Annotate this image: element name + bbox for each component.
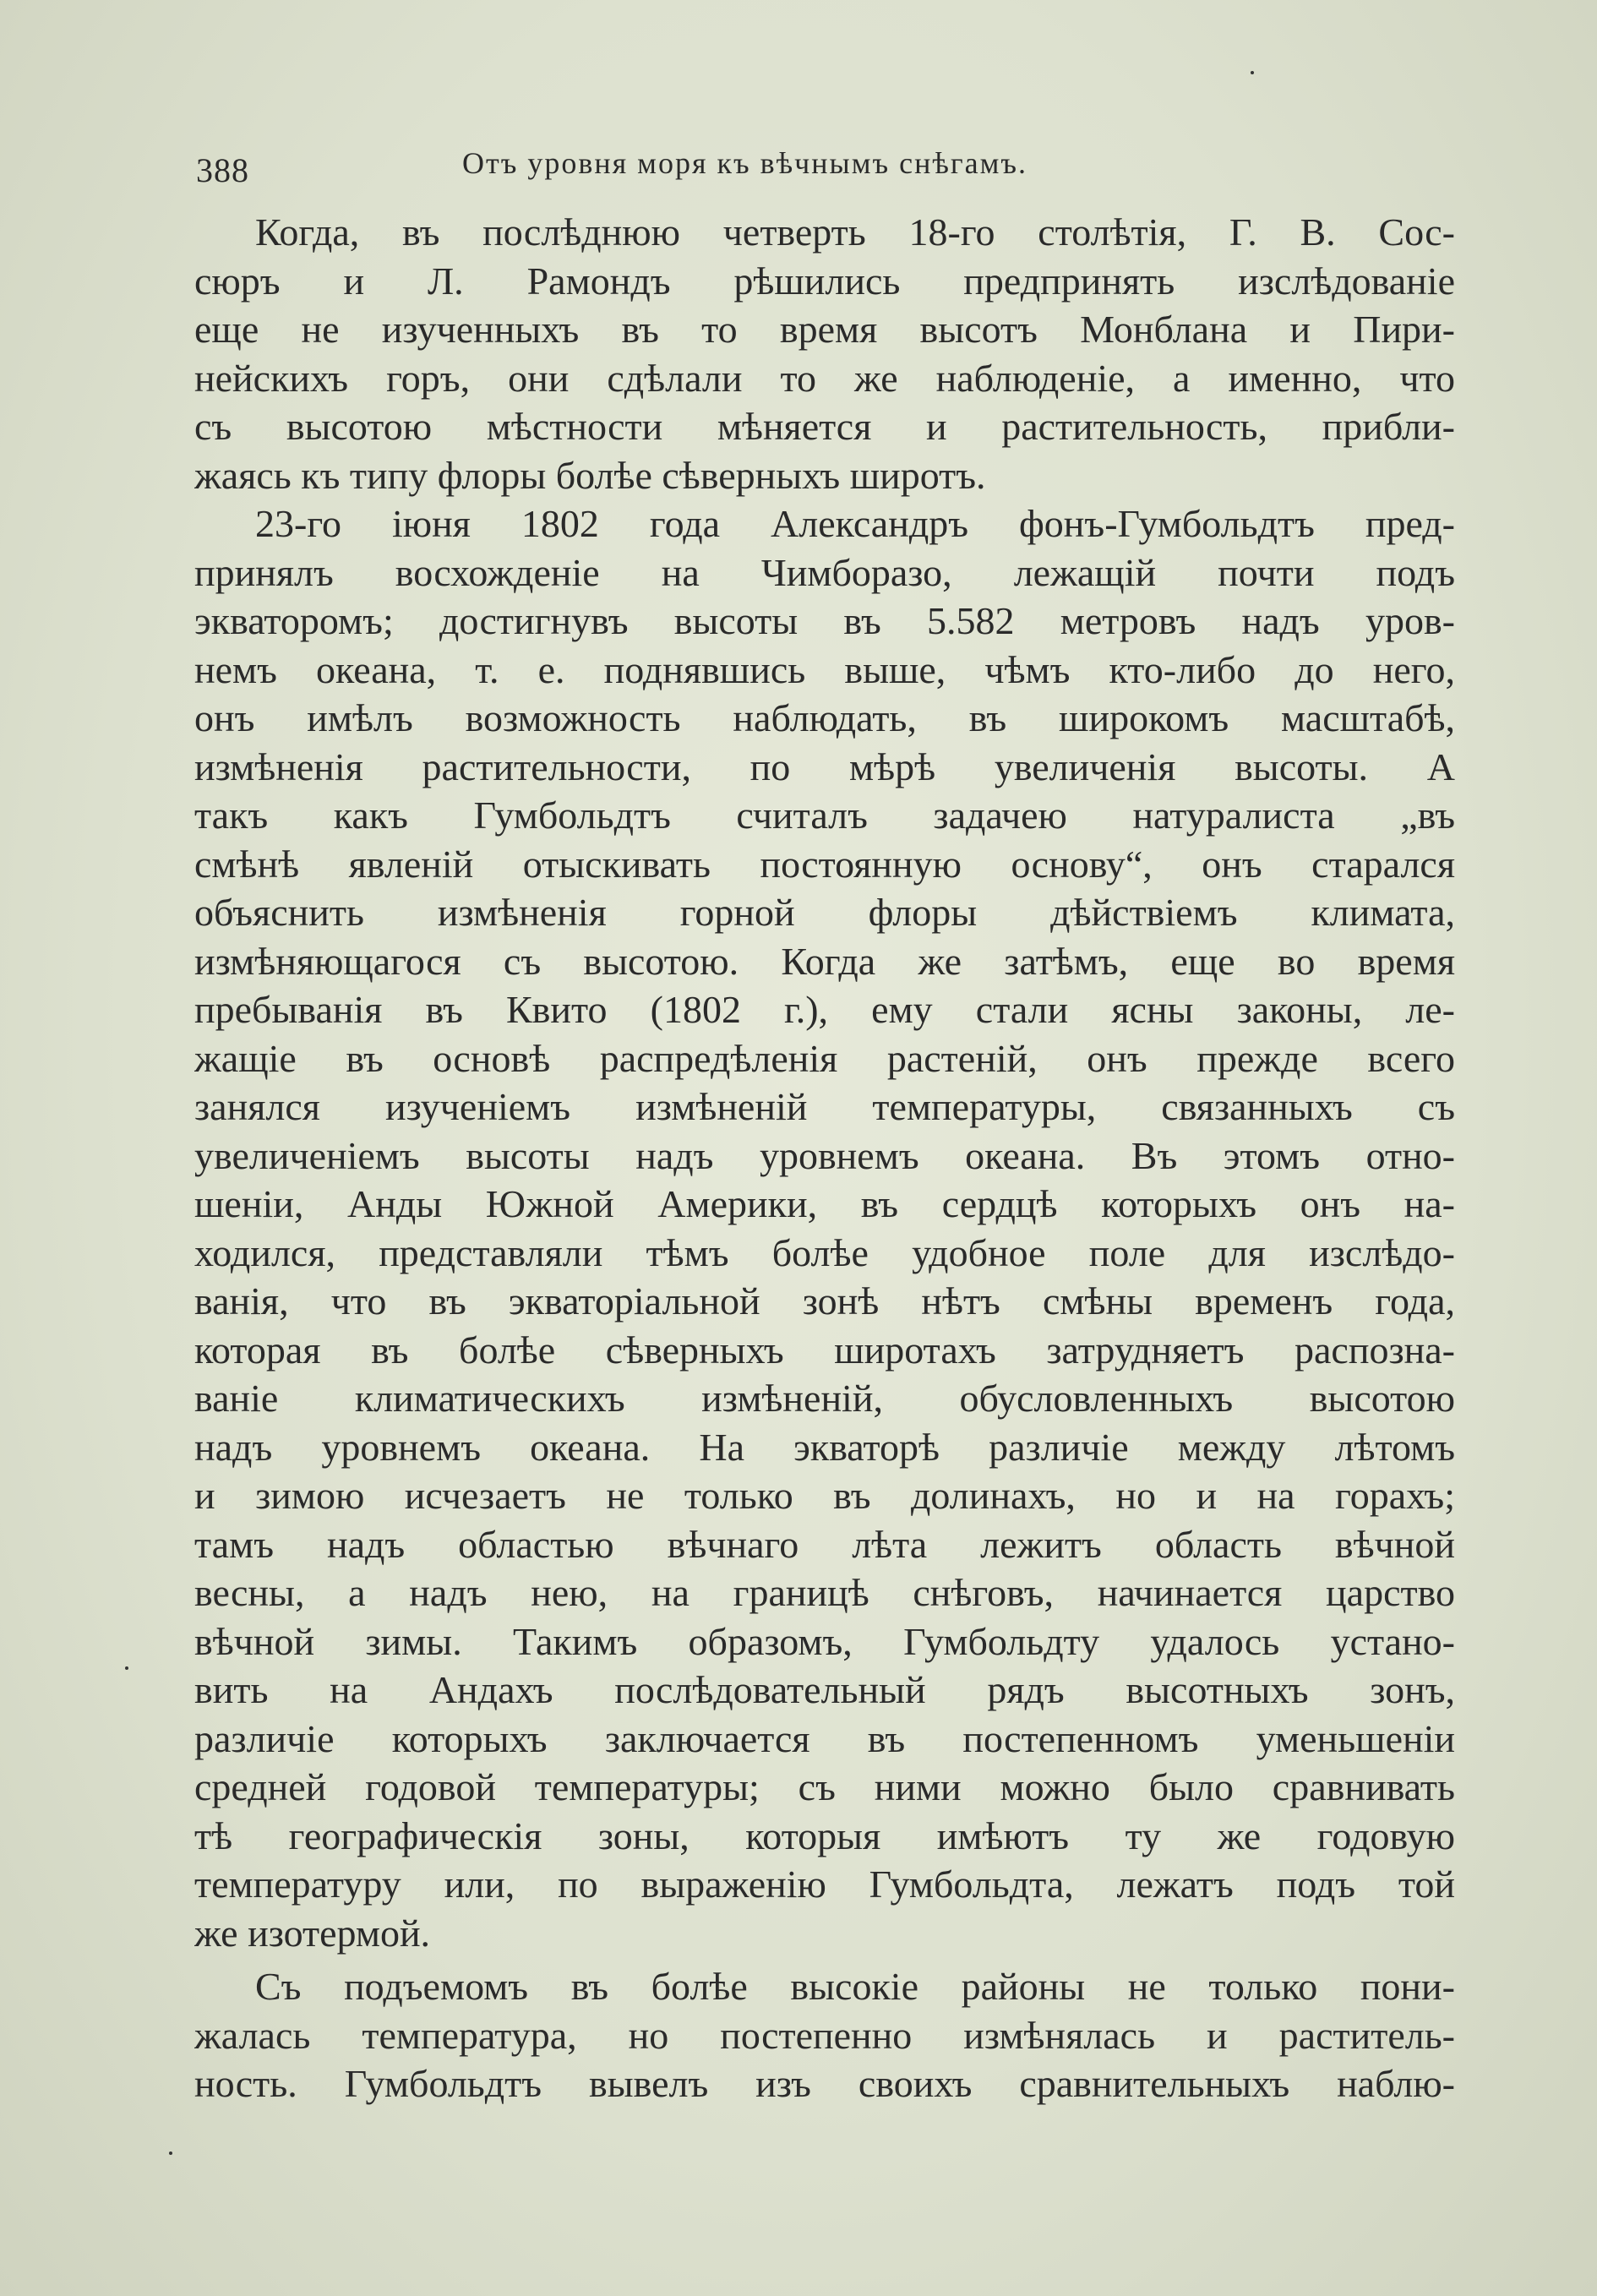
text-line: вить на Андахъ послѣдовательный рядъ высотныхъ зонъ, <box>194 1668 1455 1711</box>
paper-speck <box>169 2151 172 2155</box>
text-line: сюръ и Л. Рамондъ рѣшились предпринять изслѣдованіе <box>194 259 1455 303</box>
text-line: увеличеніемъ высоты надъ уровнемъ океана. Въ этомъ отно- <box>194 1133 1455 1177</box>
text-line: измѣненія растительности, по мѣрѣ увеличенія высоты. А <box>194 744 1455 788</box>
text-line: занялся изученіемъ измѣненій температуры, связанныхъ съ <box>194 1085 1455 1128</box>
text-line: измѣняющагося съ высотою. Когда же затѣмъ, еще во время <box>194 939 1455 983</box>
text-line: смѣнѣ явленій отыскивать постоянную основу“, онъ старался <box>194 842 1455 886</box>
text-line: весны, а надъ нею, на границѣ снѣговъ, начинается царство <box>194 1571 1455 1614</box>
paragraph-3 <box>194 1962 1455 2108</box>
text-line: съ высотою мѣстности мѣняется и растительность, прибли- <box>194 405 1455 448</box>
page-header <box>196 142 1463 193</box>
paragraph-2 <box>194 499 1455 1957</box>
text-line: экваторомъ; достигнувъ высоты въ 5.582 метровъ надъ уров- <box>194 599 1455 642</box>
text-line: ваніе климатическихъ измѣненій, обусловленныхъ высотою <box>194 1377 1455 1420</box>
text-line: же изотермой. <box>194 1911 431 1955</box>
text-line: немъ океана, т. е. поднявшись выше, чѣмъ кто-либо до него, <box>194 647 1455 691</box>
text-line: жащіе въ основѣ распредѣленія растеній, онъ прежде всего <box>194 1036 1455 1080</box>
text-line: шеніи, Анды Южной Америки, въ сердцѣ которыхъ онъ на- <box>194 1182 1455 1225</box>
text-line: такъ какъ Гумбольдтъ считалъ задачею натуралиста „въ <box>194 794 1455 837</box>
text-line: жалась температура, но постепенно измѣнялась и раститель- <box>194 2013 1455 2057</box>
text-line: 23-го іюня 1802 года Александръ фонъ-Гумбольдтъ пред- <box>255 502 1455 545</box>
running-title: Отъ уровня моря къ вѣчнымъ снѣгамъ. <box>462 146 1028 180</box>
page-number: 388 <box>196 151 249 189</box>
text-line: пребыванія въ Квито (1802 г.), ему стали ясны законы, ле- <box>194 988 1455 1031</box>
text-line: и зимою исчезаетъ не только въ долинахъ, но и на горахъ; <box>194 1474 1455 1517</box>
text-line: ванія, что въ экваторіальной зонѣ нѣтъ смѣны временъ года, <box>194 1279 1455 1323</box>
text-line: онъ имѣлъ возможность наблюдать, въ широкомъ масштабѣ, <box>194 696 1455 739</box>
text-line: которая въ болѣе сѣверныхъ широтахъ затрудняетъ распозна- <box>194 1328 1455 1372</box>
text-line: надъ уровнемъ океана. На экваторѣ различіе между лѣтомъ <box>194 1425 1455 1469</box>
text-line: ность. Гумбольдтъ вывелъ изъ своихъ сравнительныхъ наблю- <box>194 2062 1455 2105</box>
text-line: нейскихъ горъ, они сдѣлали то же наблюденіе, а именно, что <box>194 356 1455 400</box>
text-line: тѣ географическія зоны, которыя имѣютъ ту же годовую <box>194 1813 1455 1857</box>
text-line: еще не изученныхъ въ то время высотъ Монблана и Пири- <box>194 308 1455 351</box>
text-line: ходился, представляли тѣмъ болѣе удобное поле для изслѣдо- <box>194 1230 1455 1274</box>
text-line: Съ подъемомъ въ болѣе высокіе районы не только пони- <box>255 1965 1455 2008</box>
text-line: различіе которыхъ заключается въ постепенномъ уменьшеніи <box>194 1716 1455 1760</box>
text-line: средней годовой температуры; съ ними можно было сравнивать <box>194 1765 1455 1808</box>
text-line: вѣчной зимы. Такимъ образомъ, Гумбольдту удалось устано- <box>194 1619 1455 1663</box>
text-line: температуру или, по выраженію Гумбольдта, лежатъ подъ той <box>194 1862 1455 1906</box>
text-line: принялъ восхожденіе на Чимборазо, лежащій почти подъ <box>194 550 1455 594</box>
paper-speck <box>125 1666 128 1670</box>
text-line: объяснить измѣненія горной флоры дѣйствіемъ климата, <box>194 891 1455 934</box>
text-line: тамъ надъ областью вѣчнаго лѣта лежитъ область вѣчной <box>194 1522 1455 1566</box>
text-line: жаясь къ типу флоры болѣе сѣверныхъ широтъ. <box>194 453 986 497</box>
body-text <box>194 208 1455 2108</box>
paper-speck <box>1251 71 1254 74</box>
text-line: Когда, въ послѣднюю четверть 18-го столѣтія, Г. В. Сос- <box>255 210 1455 254</box>
paragraph-1 <box>194 208 1455 499</box>
